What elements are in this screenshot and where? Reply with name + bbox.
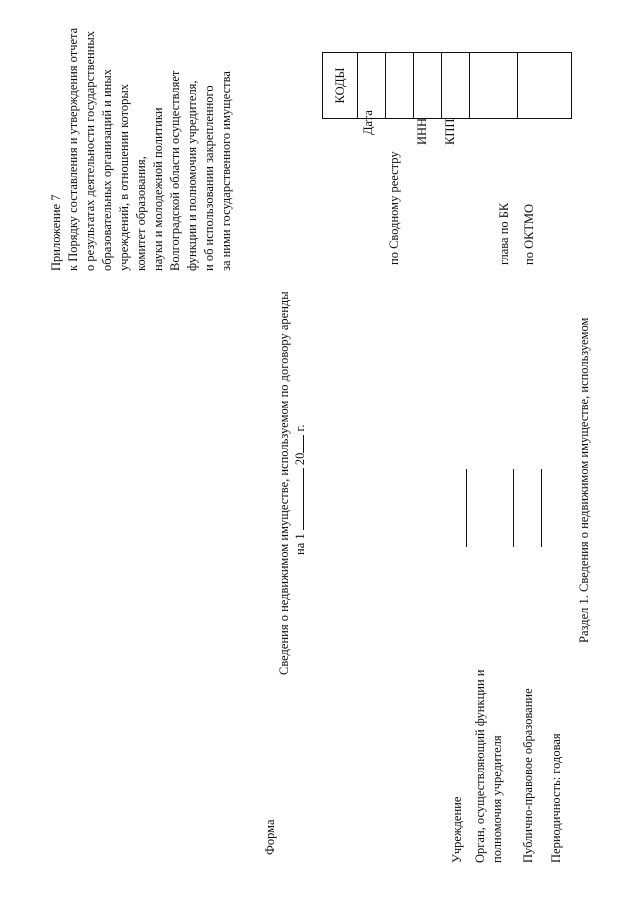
- appendix-line: образовательных организаций и иных: [100, 69, 114, 271]
- code-label-bk-chapter: глава по БК: [497, 202, 511, 265]
- appendix-line: и об использовании закрепленного: [202, 85, 216, 271]
- organ-label-line1: Орган, осуществляющий функции и: [473, 669, 487, 863]
- organ-fill-line: [513, 469, 514, 547]
- code-cell-oktmo[interactable]: [518, 53, 572, 119]
- code-label-date: Дата: [361, 110, 375, 135]
- form-title: Сведения о недвижимом имуществе, используемом по договору аренды: [277, 291, 291, 675]
- appendix-line: науки и молодежной политики: [151, 107, 165, 271]
- appendix-line: учреждений, в отношении которых: [117, 83, 131, 271]
- appendix-line: комитет образования,: [134, 156, 148, 271]
- form-label: Форма: [263, 819, 277, 855]
- organ-label: [472, 670, 506, 863]
- public-entity-label: Публично-правовое образование: [521, 688, 535, 863]
- code-cell-registry[interactable]: [386, 53, 414, 119]
- appendix-block: [48, 28, 235, 271]
- organ-label-line2: полномочия учредителя: [490, 735, 504, 863]
- appendix-line: Приложение 7: [49, 194, 63, 271]
- codes-header: КОДЫ: [323, 53, 358, 119]
- codes-table: [322, 52, 572, 119]
- date-day-month-blank: [292, 468, 304, 530]
- appendix-line: за ними государственного имущества: [219, 71, 233, 271]
- appendix-line: функции и полномочия учредителя,: [185, 80, 199, 271]
- code-cell-bk-chapter[interactable]: [470, 53, 518, 119]
- code-label-inn: ИНН: [415, 117, 429, 145]
- public-entity-fill-line: [541, 469, 542, 547]
- section-title: Раздел 1. Сведения о недвижимом имуществе, используемом: [577, 317, 591, 643]
- appendix-line: о результатах деятельности государственных: [83, 30, 97, 271]
- periodicity-label: Периодичность: годовая: [549, 733, 563, 863]
- code-label-registry: по Сводному реестру: [387, 151, 401, 265]
- institution-fill-line: [466, 469, 467, 547]
- date-suffix: г.: [293, 424, 307, 432]
- code-label-kpp: КПП: [443, 118, 457, 145]
- institution-label: Учреждение: [450, 796, 464, 863]
- date-year-prefix: 20: [293, 452, 307, 466]
- code-cell-kpp[interactable]: [442, 53, 470, 119]
- appendix-line: к Порядку составления и утверждения отчета: [66, 27, 80, 271]
- code-cell-date[interactable]: [358, 53, 386, 119]
- code-label-oktmo: по ОКТМО: [522, 203, 536, 265]
- date-prefix: на 1: [293, 533, 307, 555]
- report-date-line: [292, 425, 309, 555]
- appendix-line: Волгоградской области осуществляет: [168, 70, 182, 271]
- code-cell-inn[interactable]: [414, 53, 442, 119]
- date-year-blank: [292, 435, 304, 453]
